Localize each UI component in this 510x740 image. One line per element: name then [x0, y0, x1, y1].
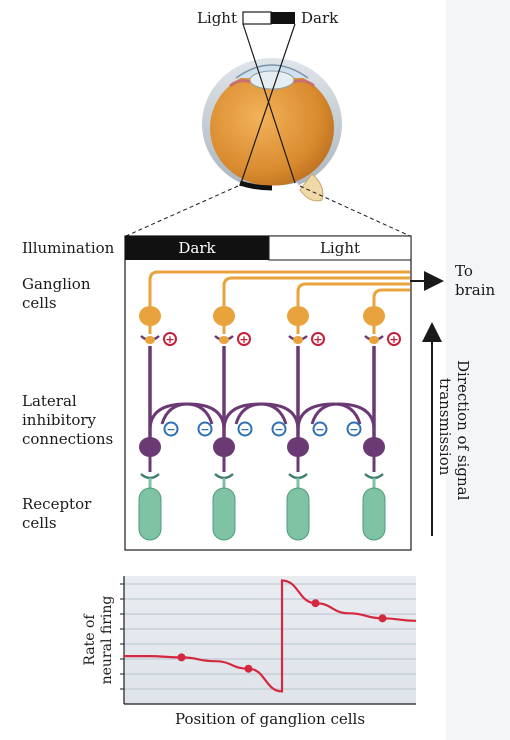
- eye-illustration: [197, 9, 342, 201]
- inhibitory-sign: −: [200, 423, 210, 436]
- ganglion-label-line2: cells: [22, 294, 57, 312]
- inhibitory-badge: [348, 423, 361, 437]
- direction-label-line2: transmission: [436, 378, 454, 476]
- excitatory-sign: +: [313, 333, 323, 346]
- stimulus-light-patch: [243, 12, 271, 24]
- graph-xlabel: Position of ganglion cells: [174, 710, 366, 728]
- ganglion-terminal: [145, 336, 155, 344]
- firing-rate-point: [178, 653, 186, 661]
- graph-ylabel-line2: neural firing: [99, 595, 115, 685]
- firing-rate-graph: [82, 576, 416, 728]
- ganglion-terminal: [293, 336, 303, 344]
- retina-circuit-panel: [22, 236, 496, 550]
- graph-ylabel-line1: Rate of: [82, 614, 98, 666]
- excitatory-badge: [238, 333, 250, 346]
- excitatory-badge: [312, 333, 324, 346]
- ganglion-label-line1: Ganglion: [22, 275, 91, 293]
- ganglion-cell-body: [139, 306, 161, 326]
- receptor-cell: [213, 488, 235, 540]
- retina-image-light: [272, 185, 298, 188]
- excitatory-sign: +: [389, 333, 399, 346]
- inhibitory-sign: −: [274, 423, 284, 436]
- lateral-label-line1: Lateral: [22, 392, 77, 410]
- illumination-dark-text: Dark: [178, 239, 216, 257]
- ganglion-cell-body: [213, 306, 235, 326]
- bipolar-cell-body: [213, 437, 235, 457]
- firing-rate-point: [379, 614, 387, 622]
- inhibitory-badge: [273, 423, 286, 437]
- lateral-label-line2: inhibitory: [22, 411, 97, 429]
- stimulus-dark-label: Dark: [301, 9, 339, 27]
- inhibitory-badge: [239, 423, 252, 437]
- ganglion-terminal: [369, 336, 379, 344]
- firing-rate-point: [312, 599, 320, 607]
- receptor-cell: [287, 488, 309, 540]
- zoom-line-left: [126, 186, 238, 236]
- to-brain-label-line1: To: [455, 262, 473, 280]
- bipolar-cell-body: [363, 437, 385, 457]
- stimulus-dark-patch: [271, 12, 295, 24]
- ganglion-terminal: [219, 336, 229, 344]
- receptor-cell: [363, 488, 385, 540]
- to-brain-label-line2: brain: [455, 281, 496, 299]
- inhibitory-badge: [165, 423, 178, 437]
- inhibitory-badge: [199, 423, 212, 437]
- inhibitory-sign: −: [349, 423, 359, 436]
- ganglion-cell-body: [363, 306, 385, 326]
- stimulus-light-label: Light: [196, 9, 237, 27]
- illumination-label: Illumination: [22, 239, 115, 257]
- receptor-label-line1: Receptor: [22, 495, 92, 513]
- ganglion-cell-body: [287, 306, 309, 326]
- excitatory-badge: [388, 333, 400, 346]
- receptor-label-line2: cells: [22, 514, 57, 532]
- firing-rate-point: [245, 665, 253, 673]
- bipolar-cell-body: [139, 437, 161, 457]
- illumination-light-text: Light: [319, 239, 361, 257]
- inhibitory-sign: −: [315, 423, 325, 436]
- inhibitory-sign: −: [240, 423, 250, 436]
- inhibitory-badge: [314, 423, 327, 437]
- excitatory-badge: [164, 333, 176, 346]
- excitatory-sign: +: [165, 333, 175, 346]
- lateral-label-line3: connections: [22, 430, 114, 448]
- inhibitory-sign: −: [166, 423, 176, 436]
- bipolar-cell-body: [287, 437, 309, 457]
- receptor-cell: [139, 488, 161, 540]
- direction-label-line1: Direction of signal: [454, 360, 472, 501]
- excitatory-sign: +: [239, 333, 249, 346]
- lens: [250, 71, 294, 89]
